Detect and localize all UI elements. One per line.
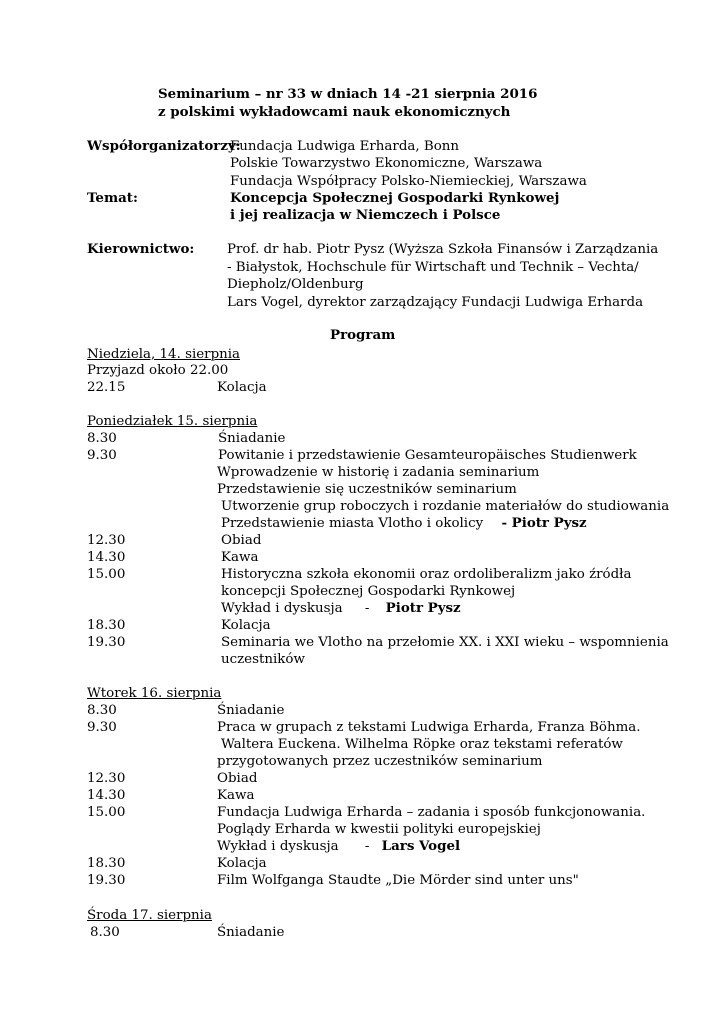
speaker-name: Lars Vogel	[381, 838, 461, 854]
day-heading-wednesday: Środa 17. sierpnia	[87, 908, 212, 923]
schedule-event: koncepcji Społecznej Gospodarki Rynkowej	[221, 584, 516, 599]
management-line: Prof. dr hab. Piotr Pysz (Wyższa Szkoła Finansów i Zarządzania	[227, 242, 659, 257]
schedule-event: Kolacja	[221, 618, 271, 633]
schedule-event	[221, 515, 587, 532]
schedule-event: Obiad	[221, 533, 262, 548]
speaker-name: Piotr Pysz	[385, 600, 461, 616]
schedule-event-text: Wykład i dyskusja	[217, 839, 339, 854]
schedule-time: 9.30	[87, 720, 117, 735]
schedule-time: 14.30	[87, 788, 126, 803]
management-label: Kierownictwo:	[87, 241, 195, 257]
schedule-time: 18.30	[87, 856, 126, 871]
schedule-time: 8.30	[87, 703, 117, 718]
schedule-event: Film Wolfganga Staudte „Die Mörder sind unter uns"	[217, 873, 579, 888]
schedule-event	[217, 838, 460, 855]
speaker-name: - Piotr Pysz	[501, 515, 587, 531]
organizer-item: Polskie Towarzystwo Ekonomiczne, Warszawa	[230, 156, 543, 171]
topic-label: Temat:	[87, 190, 138, 206]
schedule-event-text: Wykład i dyskusja	[221, 601, 343, 616]
day-heading-monday: Poniedziałek 15. sierpnia	[87, 414, 258, 429]
schedule-event: Śniadanie	[217, 703, 285, 718]
day-heading-tuesday: Wtorek 16. sierpnia	[87, 686, 222, 701]
seminar-title: Seminarium – nr 33 w dniach 14 -21 sierpnia 2016	[158, 86, 538, 102]
schedule-time: 12.30	[87, 771, 126, 786]
schedule-event: Przedstawienie się uczestników seminarium	[217, 482, 517, 497]
schedule-time: 15.00	[87, 805, 126, 820]
arrival-note: Przyjazd około 22.00	[87, 363, 229, 378]
topic-line: i jej realizacja w Niemczech i Polsce	[230, 207, 501, 223]
schedule-event: Seminaria we Vlotho na przełomie XX. i XXI wieku – wspomnienia	[221, 635, 669, 650]
schedule-event: przygotowanych przez uczestników seminarium	[217, 754, 543, 769]
schedule-event: Obiad	[217, 771, 258, 786]
topic-line: Koncepcja Społecznej Gospodarki Rynkowej	[230, 190, 560, 206]
schedule-time: 9.30	[87, 448, 117, 463]
schedule-event: Kawa	[221, 550, 259, 565]
schedule-time: 8.30	[90, 925, 120, 940]
schedule-time: 14.30	[87, 550, 126, 565]
schedule-time: 8.30	[87, 431, 117, 446]
schedule-event: Kawa	[217, 788, 255, 803]
schedule-time: 19.30	[87, 873, 126, 888]
organizers-label: Współorganizatorzy:	[87, 138, 241, 154]
schedule-event: uczestników	[221, 652, 305, 667]
schedule-event	[221, 600, 461, 617]
schedule-time: 12.30	[87, 533, 126, 548]
program-heading: Program	[330, 327, 396, 343]
schedule-event: Praca w grupach z tekstami Ludwiga Erharda, Franza Böhma.	[217, 720, 641, 735]
schedule-event-text: Przedstawienie miasta Vlotho i okolicy	[221, 516, 484, 531]
organizer-item: Fundacja Ludwiga Erharda, Bonn	[230, 139, 460, 154]
management-line: Diepholz/Oldenburg	[227, 277, 364, 292]
schedule-time: 19.30	[87, 635, 126, 650]
speaker-dash: -	[364, 601, 370, 616]
management-line: - Białystok, Hochschule für Wirtschaft und Technik – Vechta/	[227, 260, 639, 275]
schedule-event: Waltera Euckena. Wilhelma Röpke oraz tekstami referatów	[221, 737, 623, 752]
schedule-event: Kolacja	[217, 380, 267, 395]
seminar-subtitle: z polskimi wykładowcami nauk ekonomicznych	[158, 104, 511, 120]
speaker-dash: -	[364, 839, 370, 854]
schedule-time: 15.00	[87, 567, 126, 582]
schedule-event: Wprowadzenie w historię i zadania seminarium	[217, 465, 540, 480]
schedule-event: Powitanie i przedstawienie Gesamteuropäisches Studienwerk	[218, 448, 637, 463]
schedule-event: Historyczna szkoła ekonomii oraz ordoliberalizm jako źródła	[221, 567, 632, 582]
schedule-event: Kolacja	[217, 856, 267, 871]
organizer-item: Fundacja Współpracy Polsko-Niemieckiej, Warszawa	[230, 174, 587, 189]
schedule-event: Utworzenie grup roboczych i rozdanie materiałów do studiowania	[221, 499, 670, 514]
management-line: Lars Vogel, dyrektor zarządzający Fundacji Ludwiga Erharda	[227, 295, 644, 310]
schedule-event: Śniadanie	[217, 925, 285, 940]
schedule-time: 22.15	[87, 380, 126, 395]
schedule-event: Śniadanie	[218, 431, 286, 446]
schedule-time: 18.30	[87, 618, 126, 633]
day-heading-sunday: Niedziela, 14. sierpnia	[87, 347, 241, 362]
schedule-event: Poglądy Erharda w kwestii polityki europejskiej	[217, 822, 541, 837]
schedule-event: Fundacja Ludwiga Erharda – zadania i sposób funkcjonowania.	[217, 805, 646, 820]
